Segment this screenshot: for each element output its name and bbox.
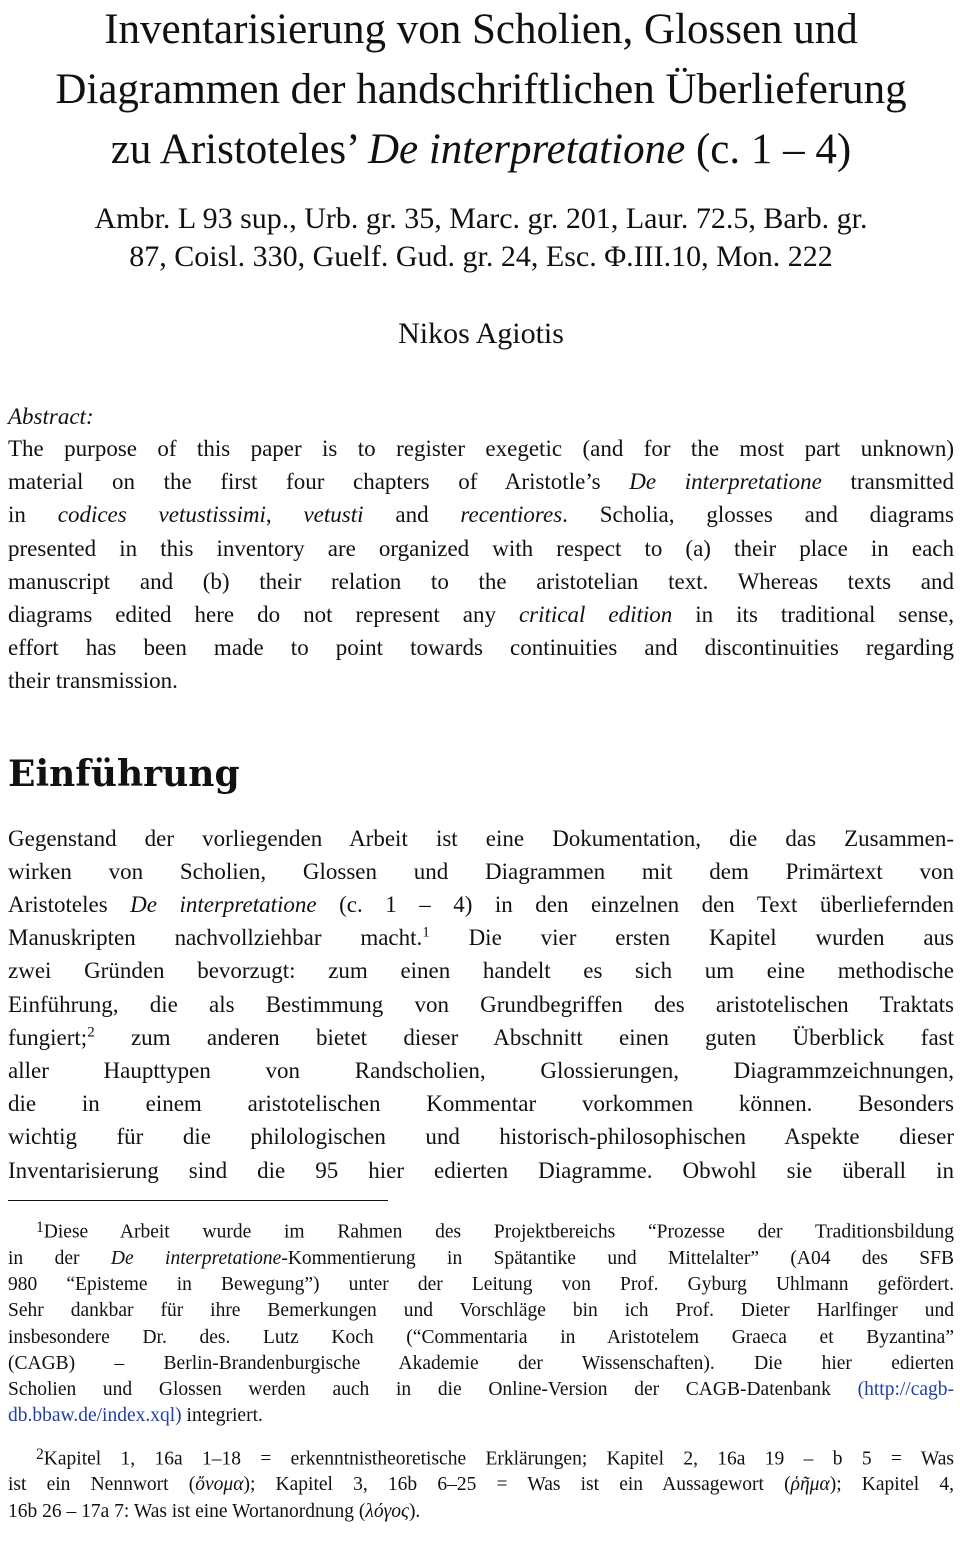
footnote-ref-1[interactable]: 1 [422,924,430,941]
abstract-label: Abstract: [8,404,94,429]
title-line-1: Inventarisierung von Scholien, Glossen und [104,6,858,53]
title-line-2: Diagrammen der handschriftlichen Überlieferung [55,66,907,113]
manuscript-line-2: 87, Coisl. 330, Guelf. Gud. gr. 24, Esc. Φ.III.10, Mon. 222 [129,240,833,273]
footnote-1: $^1$Diese Arbeit wurde im Rahmen des Projektbereichs “Prozesse der Traditionsbildung in der De interpretatione-Kommentierung in Spätantike und Mittelalter” (A04 des SFB 980 “Episteme in Bewegung”) unter der Leitung von Prof. Gyburg Uhlmann gefördert. Sehr dankbar für ihre Bemerkungen und Vorschläge bin ich Prof. Dieter Harlfinger und insbesondere Dr. des. Lutz Koch (“Commentaria in Aristotelem Graeca et Byzantina” (CAGB) – Berlin-Brandenburgische Akademie der Wissenschaften). Die hier edierten Scholien und Glossen werden auch in die Online-Version der CAGB-Datenbank (http://cagb- db.bbaw.de/index.xql) integriert. [8,1218,954,1427]
footnote-ref-2[interactable]: 2 [87,1024,95,1041]
title-work: De interpretatione [367,126,686,173]
paper-title [8,0,954,180]
cagb-link-part-2[interactable]: db.bbaw.de/index.xql) [8,1405,182,1427]
section-heading: Einführung [8,752,240,795]
footnote-2-number: 2 [36,1445,44,1463]
manuscript-list [8,200,954,276]
cagb-link-part-1[interactable]: (http://cagb- [857,1379,954,1401]
intro-body: Gegenstand der vorliegenden Arbeit ist eine Dokumentation, die das Zusammen- wirken von Scholien, Glossen und Diagrammen mit dem Primärtext von Aristoteles De interpretatione (c. 1 – 4) in den einzelnen den Text überliefernden Manuskripten nachvollziehbar macht.$^1$ Die vier ersten Kapitel wurden aus zwei Gründen bevorzugt: zum einen handelt es sich um eine methodische Einführung, die als Bestimmung von Grundbegriffen des aristotelischen Traktats fungiert;$^2$ zum anderen bietet dieser Abschnitt einen guten Überblick fast aller Haupttypen von Randscholien, Glossierungen, Diagrammzeichnungen, die in einem aristotelischen Kommentar vorkommen können. Besonders wichtig für die philologischen und historisch-philosophischen Aspekte dieser Inventarisierung sind die 95 hier edierten Diagramme. Obwohl sie überall in [8,825,955,1183]
footnote-2: $^2$Kapitel 1, 16a 1–18 = erkenntnistheoretische Erklärungen; Kapitel 2, 16a 19 – b 5 = Was ist ein Nennwort (ὄνομα); Kapitel 3, 16b 6–25 = Was ist ein Aussagewort (ῥῆμα); Kapitel 4, 16b 26 – 17a 7: Was ist eine Wortanordnung (λόγος). [8,1445,954,1522]
abstract-body: The purpose of this paper is to register exegetic (and for the most part unknown) material on the first four chapters of Aristotle’s De interpretatione transmitted in codices vetustissimi, vetusti and recentiores. Scholia, glosses and diagrams presented in this inventory are organized with respect to (a) their place in each manuscript and (b) their relation to the aristotelian text. Whereas texts and diagrams edited here do not represent any critical edition in its traditional sense, effort has been made to point towards continuities and discontinuities regarding their transmission. [8,436,954,694]
footnote-divider [8,1200,388,1201]
author-name: Nikos Agiotis [398,317,564,350]
title-line-3: zu Aristoteles’ De interpretatione (c. 1 – 4) [110,126,852,173]
footnote-1-number: 1 [36,1218,44,1236]
manuscript-line-1: Ambr. L 93 sup., Urb. gr. 35, Marc. gr. 201, Laur. 72.5, Barb. gr. [94,202,868,235]
